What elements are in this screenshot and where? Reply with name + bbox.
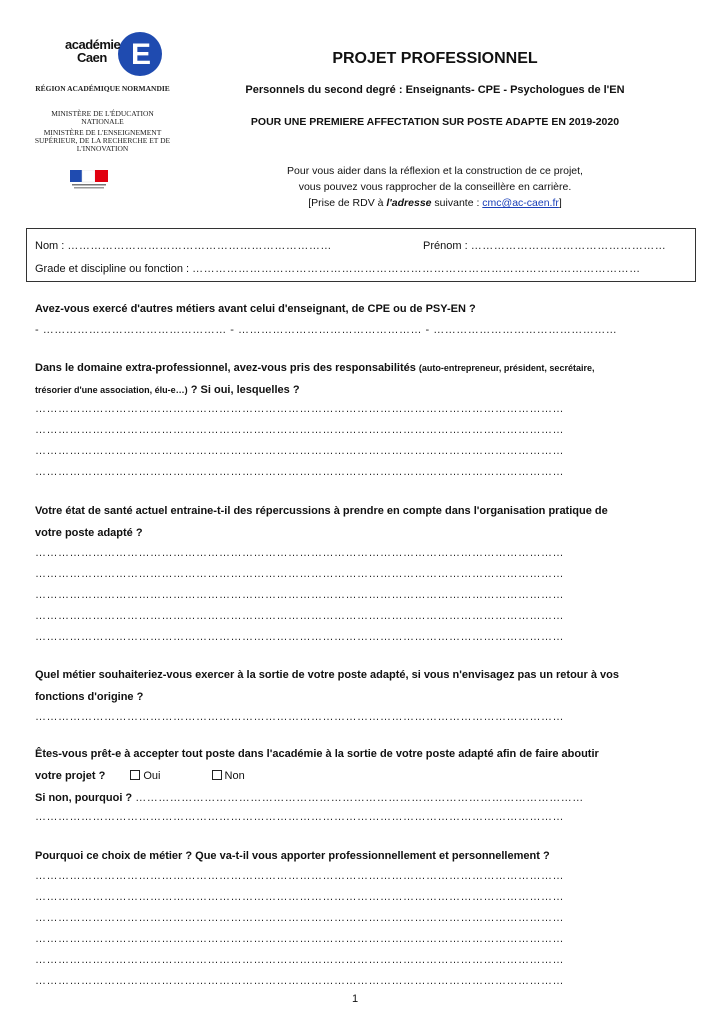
email-link[interactable]: cmc@ac-caen.fr: [482, 197, 559, 209]
nom-field[interactable]: [35, 236, 355, 257]
nom-dots: ……………………………………………………………: [67, 240, 332, 252]
checkbox-oui-box: [130, 770, 140, 780]
checkbox-non[interactable]: [212, 770, 245, 782]
answer-line: …………………………………………………………………………………………………………………………: [35, 589, 564, 601]
page-number: 1: [352, 993, 359, 1005]
question-2: [35, 357, 700, 401]
subtitle-affectation: POUR UNE PREMIERE AFFECTATION SUR POSTE ADAPTE EN 2019-2020: [250, 116, 620, 128]
answer-line: …………………………………………………………………………………………………………………………: [35, 568, 564, 580]
marianne-flag-icon: [70, 170, 108, 190]
checkbox-oui[interactable]: [130, 770, 160, 782]
grade-field[interactable]: [35, 259, 685, 280]
help-line-3-em: l'adresse: [386, 197, 432, 209]
help-line-3-mid: suivante :: [431, 197, 483, 209]
question-5-b: votre projet ?: [35, 770, 106, 782]
ministry-education: MINISTÈRE DE L'ÉDUCATION NATIONALE: [51, 109, 154, 126]
region-label: RÉGION ACADÉMIQUE NORMANDIE: [35, 84, 170, 93]
grade-dots: ………………………………………………………………………………………………………: [192, 263, 641, 275]
prenom-dots: ……………………………………………: [470, 240, 667, 252]
question-5: Êtes-vous prêt-e à accepter tout poste dans l'académie à la sortie de votre poste adapté afin de faire aboutir: [35, 748, 599, 760]
sinon-label: Si non, pourquoi ?: [35, 792, 136, 804]
page-title: PROJET PROFESSIONNEL: [332, 50, 538, 67]
answer-line: …………………………………………………………………………………………………………………………: [35, 466, 564, 478]
grade-label: Grade et discipline ou fonction :: [35, 263, 193, 275]
identity-box: [26, 228, 696, 282]
answer-line: …………………………………………………………………………………………………………………………: [35, 445, 564, 457]
answer-line: …………………………………………………………………………………………………………………………: [35, 891, 564, 903]
question-4: [35, 664, 700, 708]
answer-1-line[interactable]: - ………………………………………… - ………………………………………… - …………………………………………: [35, 324, 618, 336]
prenom-field[interactable]: [423, 236, 688, 257]
svg-text:E: E: [131, 38, 152, 71]
ministry-higher-ed: MINISTÈRE DE L'ENSEIGNEMENT SUPÉRIEUR, DE LA RECHERCHE ET DE L'INNOVATION: [34, 128, 171, 153]
answer-line: …………………………………………………………………………………………………………………………: [35, 933, 564, 945]
checkbox-oui-label: Oui: [143, 770, 161, 782]
question-5-line-2: [35, 765, 435, 787]
answer-4-line[interactable]: …………………………………………………………………………………………………………………………: [35, 711, 564, 723]
answer-3-lines[interactable]: [35, 543, 677, 648]
answer-6-lines[interactable]: [35, 866, 677, 992]
question-2-main: Dans le domaine extra-professionnel, avez-vous pris des responsabilités: [35, 362, 419, 374]
help-text: [255, 163, 615, 211]
question-3-line-2: votre poste adapté ?: [35, 527, 143, 539]
answer-line: …………………………………………………………………………………………………………………………: [35, 912, 564, 924]
prenom-label: Prénom :: [423, 240, 471, 252]
logo-wordmark: [65, 38, 120, 64]
answer-2-lines[interactable]: [35, 399, 677, 483]
question-4-line-1: Quel métier souhaiteriez-vous exercer à la sortie de votre poste adapté, si vous n'envisagez pas un retour à vos: [35, 669, 619, 681]
logo-text-caen: Caen: [77, 50, 107, 65]
answer-line: …………………………………………………………………………………………………………………………: [35, 870, 564, 882]
question-2-end: ? Si oui, lesquelles ?: [187, 384, 300, 396]
answer-line: …………………………………………………………………………………………………………………………: [35, 403, 564, 415]
academy-logo: [30, 18, 180, 91]
logo-text-academie: académie: [65, 37, 121, 52]
help-line-3-suffix: ]: [558, 197, 562, 209]
answer-line: …………………………………………………………………………………………………………………………: [35, 547, 564, 559]
checkbox-non-label: Non: [224, 770, 245, 782]
question-4-line-2: fonctions d'origine ?: [35, 691, 144, 703]
answer-line: …………………………………………………………………………………………………………………………: [35, 631, 564, 643]
question-2-detail: (auto-entrepreneur, président, secrétaire,: [418, 363, 595, 373]
answer-line: …………………………………………………………………………………………………………………………: [35, 975, 564, 987]
subtitle-personnels: Personnels du second degré : Enseignants- CPE - Psychologues de l'EN: [245, 84, 625, 96]
question-3-line-1: Votre état de santé actuel entraine-t-il des répercussions à prendre en compte dans l'organisation pratique de: [35, 505, 608, 517]
checkbox-non-box: [212, 770, 222, 780]
help-line-3-prefix: [Prise de RDV à: [308, 197, 387, 209]
help-line-1: Pour vous aider dans la réflexion et la construction de ce projet,: [287, 165, 583, 177]
question-2-detail-2: trésorier d'une association, élu-e…): [35, 385, 188, 395]
answer-5-line[interactable]: …………………………………………………………………………………………………………………………: [35, 811, 564, 823]
question-1: Avez-vous exercé d'autres métiers avant celui d'enseignant, de CPE ou de PSY-EN ?: [35, 303, 476, 315]
nom-label: Nom :: [35, 240, 68, 252]
answer-line: …………………………………………………………………………………………………………………………: [35, 424, 564, 436]
answer-line: …………………………………………………………………………………………………………………………: [35, 610, 564, 622]
question-6: Pourquoi ce choix de métier ? Que va-t-il vous apporter professionnellement et personnellement ?: [35, 850, 550, 862]
help-line-3: [255, 195, 615, 211]
help-line-2: vous pouvez vous rapprocher de la conseillère en carrière.: [298, 181, 572, 193]
sinon-field[interactable]: [35, 787, 675, 809]
question-3: [35, 500, 700, 544]
answer-line: …………………………………………………………………………………………………………………………: [35, 954, 564, 966]
sinon-dots: ………………………………………………………………………………………………………: [135, 792, 584, 804]
